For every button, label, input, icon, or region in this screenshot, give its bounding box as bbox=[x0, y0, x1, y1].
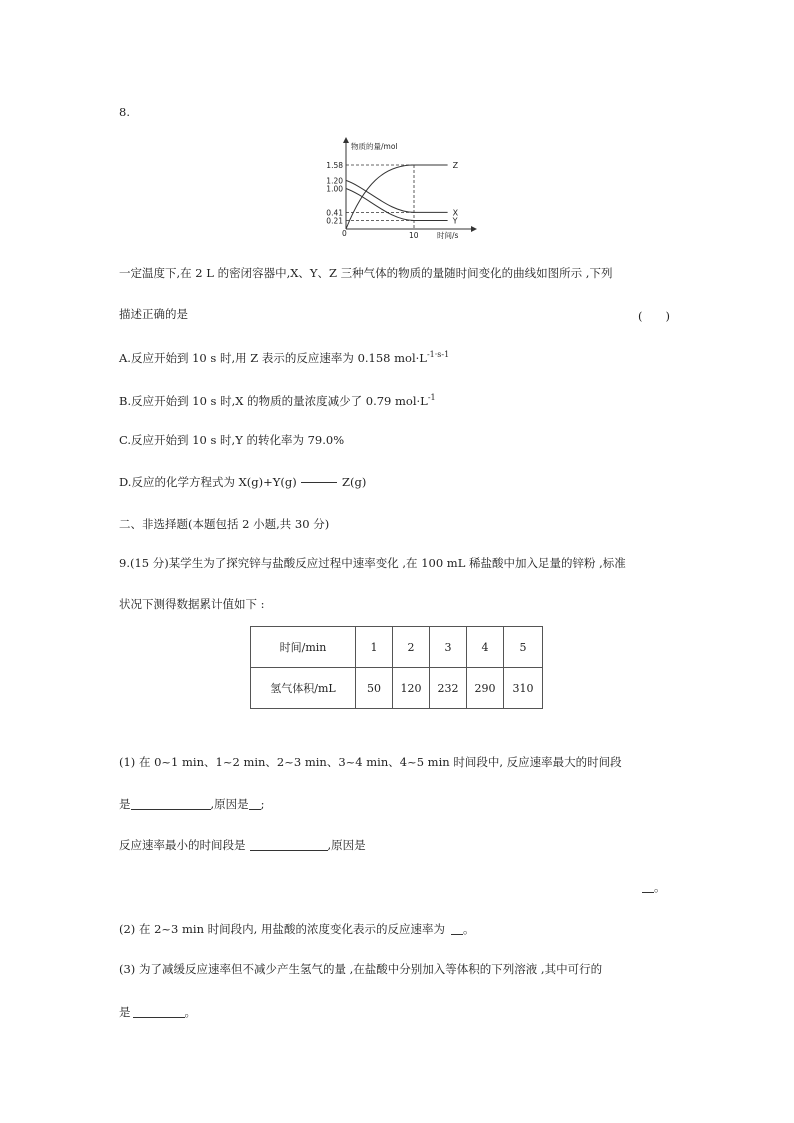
q9-intro-line1: 9.(15 分)某学生为了探究锌与盐酸反应过程中速率变化 ,在 100 mL 稀盐酸中加入足量的锌粉 ,标准 bbox=[119, 556, 626, 570]
q9-part1-line1: (1) 在 0~1 min、1~2 min、2~3 min、3~4 min、4~5 min 时间段中, 反应速率最大的时间段 bbox=[119, 755, 622, 769]
q9-part1-line4 bbox=[642, 880, 666, 894]
y-tick-label: 1.58 bbox=[326, 161, 343, 171]
table-cell: 1 bbox=[356, 627, 393, 668]
table-row-label: 氢气体积/mL bbox=[251, 668, 356, 709]
origin-label: 0 bbox=[342, 229, 347, 238]
q8-stem-line2: 描述正确的是 bbox=[119, 307, 188, 321]
option-b-unit-sup: -1 bbox=[427, 393, 436, 402]
option-d-product: Z(g) bbox=[342, 475, 367, 489]
option-a bbox=[119, 348, 449, 365]
text: 是 bbox=[119, 1005, 131, 1019]
text: 反应速率最小的时间段是 bbox=[119, 838, 246, 852]
data-table bbox=[250, 626, 543, 709]
answer-blank[interactable] bbox=[133, 1006, 185, 1018]
table-cell: 4 bbox=[467, 627, 504, 668]
text: 是 bbox=[119, 797, 131, 811]
table-cell: 120 bbox=[393, 668, 430, 709]
q9-part3-line2 bbox=[119, 1005, 196, 1019]
option-d bbox=[119, 475, 366, 489]
table-header-label: 时间/min bbox=[251, 627, 356, 668]
option-c: C.反应开始到 10 s 时,Y 的转化率为 79.0% bbox=[119, 433, 345, 447]
reaction-arrow bbox=[301, 482, 337, 483]
option-a-unit-sup: -1·s-1 bbox=[426, 350, 450, 359]
answer-blank[interactable] bbox=[642, 881, 654, 893]
y-tick-label: 0.41 bbox=[326, 208, 343, 218]
text: ; bbox=[260, 797, 265, 811]
table-cell: 2 bbox=[393, 627, 430, 668]
y-tick-label: 0.21 bbox=[326, 216, 343, 226]
q9-part3-line1: (3) 为了减缓反应速率但不减少产生氢气的量 ,在盐酸中分别加入等体积的下列溶液 ,其中可行的 bbox=[119, 962, 603, 976]
table-row bbox=[251, 668, 543, 709]
text: ,原因是 bbox=[327, 838, 366, 852]
table-cell: 290 bbox=[467, 668, 504, 709]
answer-bracket: ( ) bbox=[638, 309, 670, 323]
x-tick-label: 10 bbox=[409, 231, 419, 240]
text: 。 bbox=[462, 922, 475, 936]
q9-intro-line2: 状况下测得数据累计值如下 : bbox=[119, 597, 265, 611]
option-b-text: B.反应开始到 10 s 时,X 的物质的量浓度减少了 0.79 mol·L bbox=[119, 394, 428, 408]
table-cell: 310 bbox=[504, 668, 543, 709]
x-axis-label: 时间/s bbox=[437, 231, 459, 240]
table-cell: 5 bbox=[504, 627, 543, 668]
text: 。 bbox=[184, 1005, 196, 1019]
y-tick-label: 1.20 bbox=[326, 176, 343, 186]
q9-part2 bbox=[119, 922, 474, 936]
answer-blank[interactable] bbox=[451, 923, 463, 935]
q8-stem-line1: 一定温度下,在 2 L 的密闭容器中,X、Y、Z 三种气体的物质的量随时间变化的曲线如图所示 ,下列 bbox=[119, 266, 613, 280]
table-row bbox=[251, 627, 543, 668]
text: (2) 在 2~3 min 时间段内, 用盐酸的浓度变化表示的反应速率为 bbox=[119, 922, 445, 936]
series-line-y bbox=[346, 189, 448, 221]
table-cell: 50 bbox=[356, 668, 393, 709]
answer-blank[interactable] bbox=[249, 798, 261, 810]
answer-blank[interactable] bbox=[131, 798, 211, 810]
y-axis-label: 物质的量/mol bbox=[351, 142, 398, 151]
question-number: 8. bbox=[119, 105, 130, 119]
text: 。 bbox=[654, 880, 666, 894]
series-label-y: Y bbox=[452, 216, 458, 226]
series-label-z: Z bbox=[452, 161, 459, 171]
option-a-text: A.反应开始到 10 s 时,用 Z 表示的反应速率为 0.158 mol·L bbox=[119, 351, 427, 365]
q9-part1-line2 bbox=[119, 797, 265, 811]
table-cell: 3 bbox=[430, 627, 467, 668]
text: ,原因是 bbox=[210, 797, 249, 811]
option-b bbox=[119, 391, 436, 408]
option-d-text: D.反应的化学方程式为 X(g)+Y(g) bbox=[119, 475, 297, 489]
series-label-x: X bbox=[452, 208, 459, 218]
chart bbox=[0, 0, 794, 260]
y-tick-label: 1.00 bbox=[326, 184, 343, 194]
answer-blank[interactable] bbox=[250, 839, 328, 851]
q9-part1-line3 bbox=[119, 838, 366, 852]
section-heading: 二、非选择题(本题包括 2 小题,共 30 分) bbox=[119, 517, 330, 531]
table-cell: 232 bbox=[430, 668, 467, 709]
series-line-z bbox=[346, 165, 448, 229]
